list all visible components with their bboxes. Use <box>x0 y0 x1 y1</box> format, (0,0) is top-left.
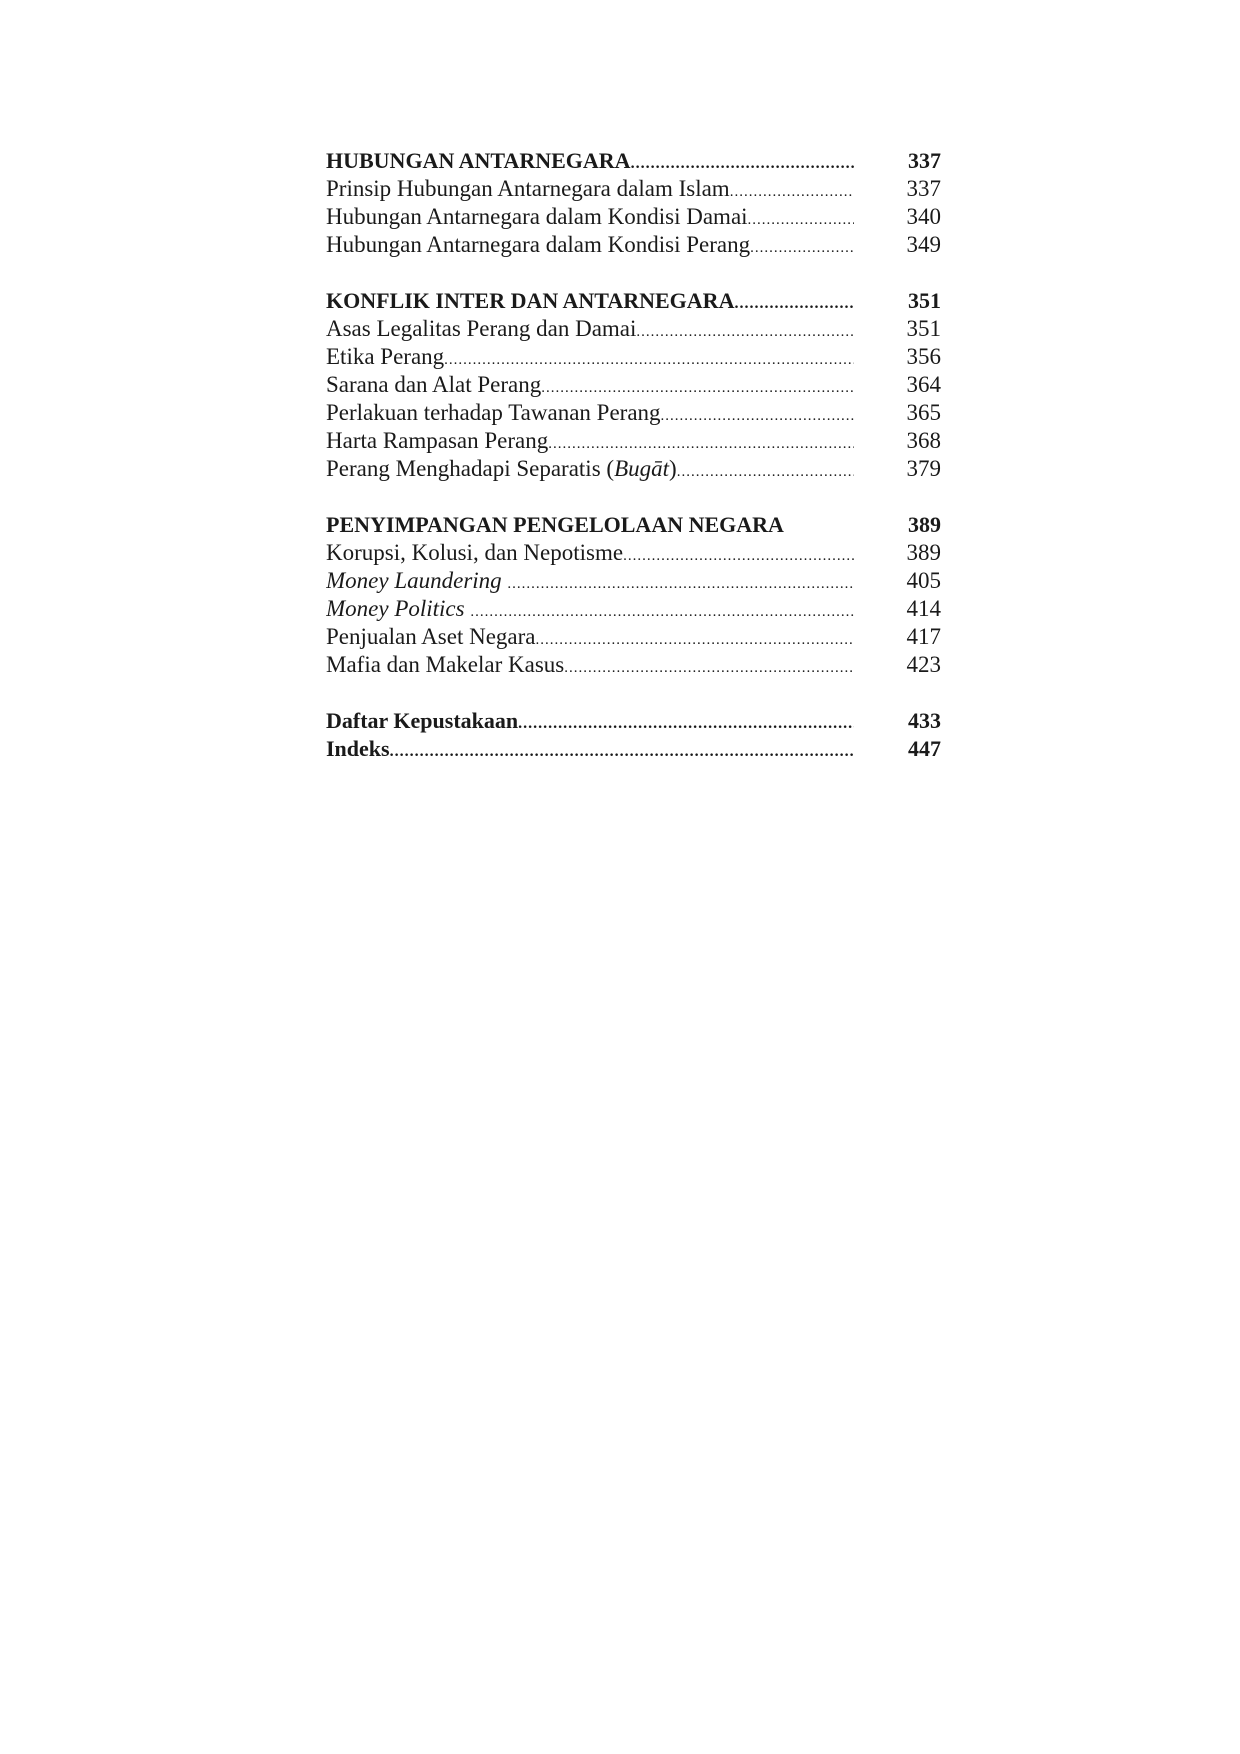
toc-heading-page: 433 <box>908 708 941 733</box>
toc-entry[interactable] <box>326 231 941 259</box>
toc-heading-page: 389 <box>908 512 941 537</box>
toc-entry-page: 356 <box>906 344 941 369</box>
toc-heading-title: PENYIMPANGAN PENGELOLAAN NEGARA <box>326 512 784 537</box>
toc-entry-page: 351 <box>906 316 941 341</box>
dot-leader <box>623 542 854 570</box>
toc-heading-page: 447 <box>908 736 941 761</box>
toc-entry-page: 337 <box>906 176 941 201</box>
dot-leader <box>564 654 854 682</box>
toc-heading-title: Indeks <box>326 736 390 761</box>
toc-heading[interactable] <box>326 735 941 763</box>
toc-heading[interactable] <box>326 147 941 175</box>
dot-leader <box>548 430 854 458</box>
toc-entry-title-before: Perang Menghadapi Separatis ( <box>326 456 615 481</box>
toc-entry[interactable] <box>326 203 941 231</box>
toc-entry-title: Prinsip Hubungan Antarnegara dalam Islam <box>326 176 730 201</box>
dot-leader <box>661 402 854 430</box>
dot-leader <box>444 346 854 374</box>
toc-entry-title: Perlakuan terhadap Tawanan Perang <box>326 400 661 425</box>
dot-leader <box>631 150 854 178</box>
toc-entry-title: Hubungan Antarnegara dalam Kondisi Damai <box>326 204 748 229</box>
toc-entry-title <box>326 595 470 623</box>
toc-entry[interactable] <box>326 651 941 679</box>
toc-entry-title: Harta Rampasan Perang <box>326 428 549 453</box>
toc-entry[interactable] <box>326 175 941 203</box>
dot-leader <box>470 598 854 626</box>
toc-entry-title: Korupsi, Kolusi, dan Nepotisme <box>326 540 624 565</box>
toc-entry-title-italic: Money Politics <box>326 596 465 621</box>
toc-entry-title: Asas Legalitas Perang dan Damai <box>326 316 637 341</box>
toc-entry[interactable] <box>326 455 941 483</box>
toc-heading[interactable] <box>326 511 941 539</box>
dot-leader <box>734 290 854 318</box>
toc-heading-title: Daftar Kepustakaan <box>326 708 519 733</box>
toc-entry[interactable] <box>326 427 941 455</box>
toc-entry[interactable] <box>326 567 941 595</box>
toc-entry-page: 365 <box>906 400 941 425</box>
toc-entry-page: 349 <box>906 232 941 257</box>
toc-heading-page: 351 <box>908 288 941 313</box>
dot-leader <box>535 626 854 654</box>
toc-entry-title: Penjualan Aset Negara <box>326 624 536 649</box>
toc-heading-title: KONFLIK INTER DAN ANTARNEGARA <box>326 288 735 313</box>
toc-entry[interactable] <box>326 623 941 651</box>
toc-entry-title <box>326 567 507 595</box>
dot-leader <box>390 738 854 766</box>
toc-entry[interactable] <box>326 399 941 427</box>
dot-leader <box>748 206 854 234</box>
toc-heading-title: HUBUNGAN ANTARNEGARA <box>326 148 631 173</box>
dot-leader <box>636 318 854 346</box>
toc-entry-title-italic: Money Laundering <box>326 568 502 593</box>
table-of-contents <box>326 147 941 791</box>
toc-entry-title-italic: Bugāt <box>614 456 670 481</box>
toc-entry-page: 340 <box>906 204 941 229</box>
dot-leader <box>730 178 854 206</box>
dot-leader <box>677 458 854 486</box>
toc-entry-title <box>326 455 677 483</box>
toc-entry-page: 405 <box>906 568 941 593</box>
toc-entry-title: Sarana dan Alat Perang <box>326 372 542 397</box>
toc-entry-page: 414 <box>906 596 941 621</box>
toc-entry-page: 389 <box>906 540 941 565</box>
toc-entry-page: 417 <box>906 624 941 649</box>
toc-heading-page: 337 <box>908 148 941 173</box>
toc-section <box>326 147 941 259</box>
toc-entry[interactable] <box>326 595 941 623</box>
toc-entry-page: 423 <box>906 652 941 677</box>
toc-section <box>326 511 941 679</box>
dot-leader <box>750 234 854 262</box>
toc-entry-title: Mafia dan Makelar Kasus <box>326 652 565 677</box>
toc-entry[interactable] <box>326 539 941 567</box>
toc-closing <box>326 707 941 763</box>
dot-leader <box>541 374 854 402</box>
toc-entry-page: 368 <box>906 428 941 453</box>
toc-heading[interactable] <box>326 707 941 735</box>
toc-section <box>326 287 941 483</box>
toc-entry[interactable] <box>326 315 941 343</box>
toc-entry-page: 379 <box>906 456 941 481</box>
toc-entry-title: Hubungan Antarnegara dalam Kondisi Perang <box>326 232 751 257</box>
toc-entry-title: Etika Perang <box>326 344 445 369</box>
toc-entry-page: 364 <box>906 372 941 397</box>
toc-entry[interactable] <box>326 371 941 399</box>
dot-leader <box>507 570 854 598</box>
toc-entry-title-after: ) <box>669 456 677 481</box>
toc-heading[interactable] <box>326 287 941 315</box>
dot-leader <box>518 710 854 738</box>
toc-entry[interactable] <box>326 343 941 371</box>
